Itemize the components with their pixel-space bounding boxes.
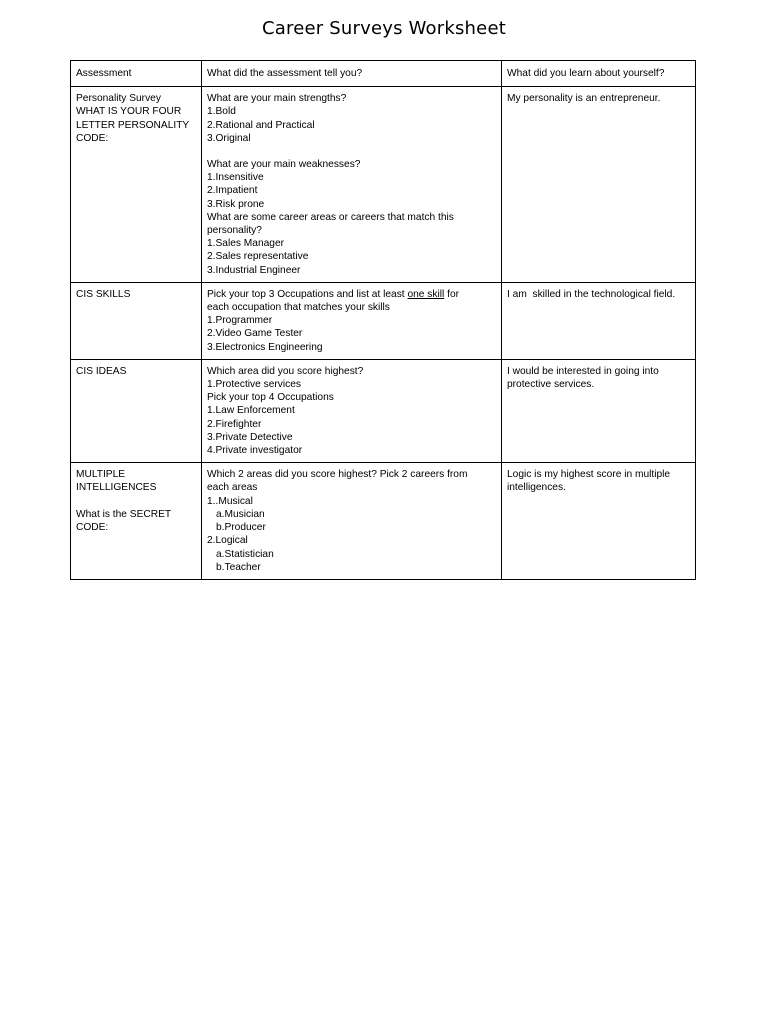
list-item: 4.Private investigator — [207, 445, 303, 457]
list-item: 1.Law Enforcement — [207, 405, 295, 417]
prompt-text: each occupation that matches your skills — [207, 302, 390, 314]
list-item: 2.Logical — [207, 535, 248, 547]
prompt-underlined-text: one skill — [407, 288, 445, 300]
career-surveys-table — [70, 60, 696, 580]
spacer — [207, 145, 497, 158]
list-item: 3.Private Detective — [207, 431, 293, 443]
weaknesses-question: What are your main weaknesses? — [207, 159, 361, 171]
careers-question: What are some career areas or careers that match this — [207, 211, 454, 223]
strengths-question: What are your main strengths? — [207, 93, 347, 105]
table-row-multiple-intelligences — [71, 463, 696, 580]
told-cell — [202, 463, 502, 580]
learned-text: I would be interested in going into — [507, 365, 659, 377]
learned-text: protective services. — [507, 379, 595, 391]
careers-question: personality? — [207, 225, 262, 237]
prompt-text: Pick your top 3 Occupations and list at least — [207, 288, 408, 300]
learned-text: I am skilled in the technological field. — [507, 288, 676, 300]
table-row-cis-ideas — [71, 359, 696, 462]
list-item: 2.Rational and Practical — [207, 119, 315, 131]
assessment-cell — [71, 463, 202, 580]
list-item: 2.Video Game Tester — [207, 328, 303, 340]
assessment-cell — [71, 359, 202, 462]
assessment-name: MULTIPLE — [76, 469, 126, 481]
assessment-name: CIS IDEAS — [76, 365, 127, 377]
assessment-question: CODE: — [76, 521, 109, 533]
area-question: Which area did you score highest? — [207, 365, 364, 377]
list-subitem: b.Teacher — [216, 561, 261, 573]
list-subitem: a.Musician — [216, 508, 265, 520]
assessment-question: CODE: — [76, 132, 109, 144]
assessment-name: Personality Survey — [76, 93, 161, 105]
list-item: 1.Programmer — [207, 315, 273, 327]
learned-cell — [502, 463, 696, 580]
assessment-question: LETTER PERSONALITY — [76, 119, 190, 131]
list-subitem: b.Producer — [216, 522, 266, 534]
told-cell — [202, 87, 502, 283]
list-item: 1.Sales Manager — [207, 238, 285, 250]
page-title: Career Surveys Worksheet — [262, 18, 506, 39]
assessment-question: WHAT IS YOUR FOUR — [76, 106, 182, 118]
list-item: 3.Electronics Engineering — [207, 341, 323, 353]
learned-cell — [502, 87, 696, 283]
table-row-personality-survey — [71, 87, 696, 283]
skills-prompt — [207, 288, 497, 301]
table-header-row — [71, 61, 696, 87]
list-item: 3.Industrial Engineer — [207, 264, 301, 276]
list-item: 1.Protective services — [207, 379, 301, 391]
areas-question: Which 2 areas did you score highest? Pick 2 careers from — [207, 469, 468, 481]
assessment-question: What is the SECRET — [76, 508, 172, 520]
learned-cell — [502, 359, 696, 462]
header-what-learned: What did you learn about yourself? — [502, 61, 696, 87]
assessment-name: CIS SKILLS — [76, 288, 131, 300]
list-item: 2.Sales representative — [207, 251, 309, 263]
learned-text: intelligences. — [507, 482, 566, 494]
list-item: 3.Original — [207, 132, 251, 144]
assessment-name: INTELLIGENCES — [76, 482, 157, 494]
areas-question: each areas — [207, 482, 258, 494]
header-what-it-told: What did the assessment tell you? — [202, 61, 502, 87]
list-item: 1.Bold — [207, 106, 236, 118]
table-row-cis-skills — [71, 282, 696, 359]
list-item: 2.Impatient — [207, 185, 258, 197]
learned-text: My personality is an entrepreneur. — [507, 93, 661, 105]
header-assessment: Assessment — [71, 61, 202, 87]
learned-text: Logic is my highest score in multiple — [507, 469, 671, 481]
told-cell — [202, 359, 502, 462]
list-subitem: a.Statistician — [216, 548, 274, 560]
spacer — [76, 495, 197, 508]
list-item: 3.Risk prone — [207, 198, 265, 210]
list-item: 1.Insensitive — [207, 172, 264, 184]
learned-cell — [502, 282, 696, 359]
told-cell — [202, 282, 502, 359]
occupations-question: Pick your top 4 Occupations — [207, 392, 334, 404]
assessment-cell — [71, 87, 202, 283]
list-item: 1..Musical — [207, 495, 253, 507]
assessment-cell — [71, 282, 202, 359]
prompt-text: for — [444, 288, 460, 300]
list-item: 2.Firefighter — [207, 418, 262, 430]
